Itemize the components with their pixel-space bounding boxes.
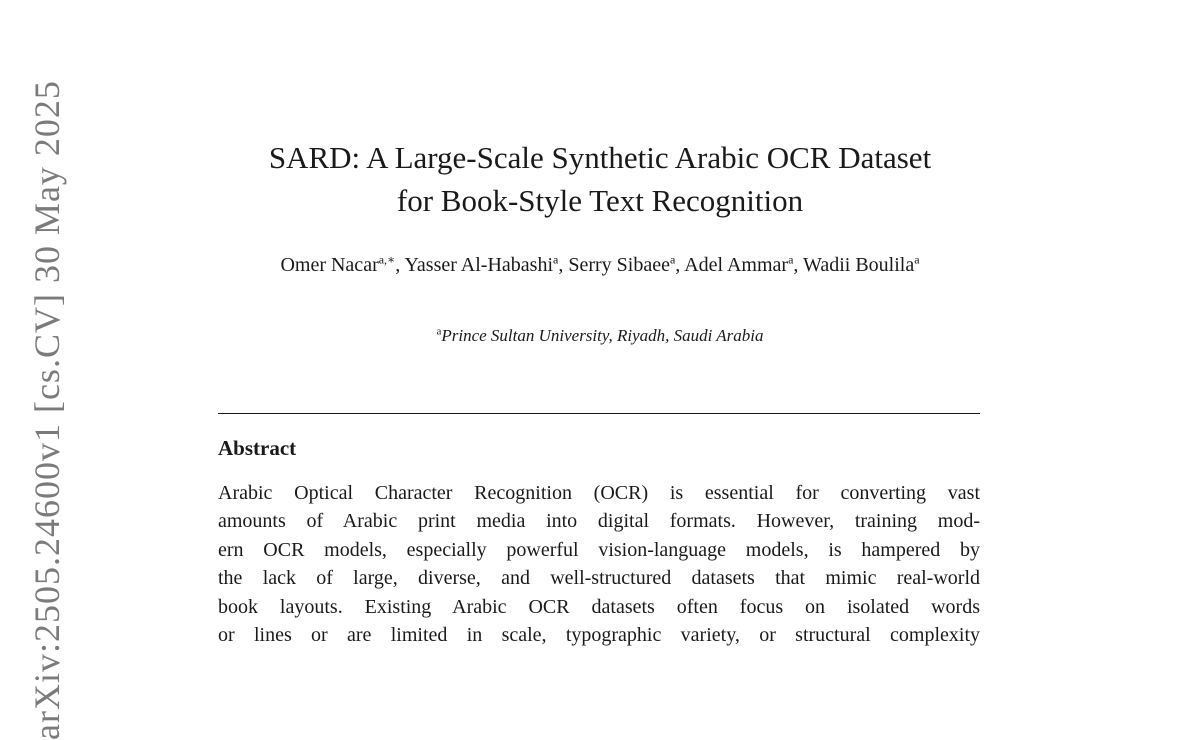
arxiv-side-stamp xyxy=(22,80,72,740)
title-line-1: SARD: A Large-Scale Synthetic Arabic OCR Dataset xyxy=(268,140,932,175)
author-separator: , xyxy=(395,254,405,276)
abstract-line: book layouts. Existing Arabic OCR datasets often focus on isolated words xyxy=(218,595,980,618)
author-affiliation-mark: a,∗ xyxy=(378,252,396,267)
author-affiliation-mark: a xyxy=(788,252,794,267)
author-separator: , xyxy=(675,254,685,276)
affiliation xyxy=(218,326,982,346)
abstract-line: the lack of large, diverse, and well-structured datasets that mimic real-world xyxy=(218,567,980,590)
author-name: Serry Sibaee xyxy=(568,254,670,276)
author-name: Yasser Al-Habashi xyxy=(404,254,553,276)
title-line-2: for Book-Style Text Recognition xyxy=(396,183,804,218)
paper-title xyxy=(218,136,982,222)
author-name: Omer Nacar xyxy=(280,254,379,276)
abstract-line: Arabic Optical Character Recognition (OCR) is essential for converting vast xyxy=(218,482,980,504)
author-separator: , xyxy=(558,254,569,276)
abstract-line: or lines or are limited in scale, typographic variety, or structural complexity xyxy=(218,624,980,647)
affiliation-text: Prince Sultan University, Riyadh, Saudi Arabia xyxy=(441,326,764,345)
abstract-body xyxy=(218,479,980,649)
author-separator: , xyxy=(793,254,804,276)
author-affiliation-mark: a xyxy=(669,252,676,267)
author-affiliation-mark: a xyxy=(553,252,559,267)
abstract-line: amounts of Arabic print media into digital formats. However, training mod- xyxy=(218,510,980,533)
affiliation-mark: a xyxy=(436,325,442,338)
author-name: Adel Ammar xyxy=(684,254,789,276)
author-affiliation-mark: a xyxy=(914,252,920,267)
abstract-heading: Abstract xyxy=(218,436,297,460)
author-name: Wadii Boulila xyxy=(803,254,915,276)
horizontal-rule xyxy=(218,413,980,414)
author-list xyxy=(218,252,982,279)
abstract-line: ern OCR models, especially powerful vision-language models, is hampered by xyxy=(218,538,980,561)
arxiv-identifier: arXiv:2505.24600v1 [cs.CV] 30 May 2025 xyxy=(27,80,67,740)
